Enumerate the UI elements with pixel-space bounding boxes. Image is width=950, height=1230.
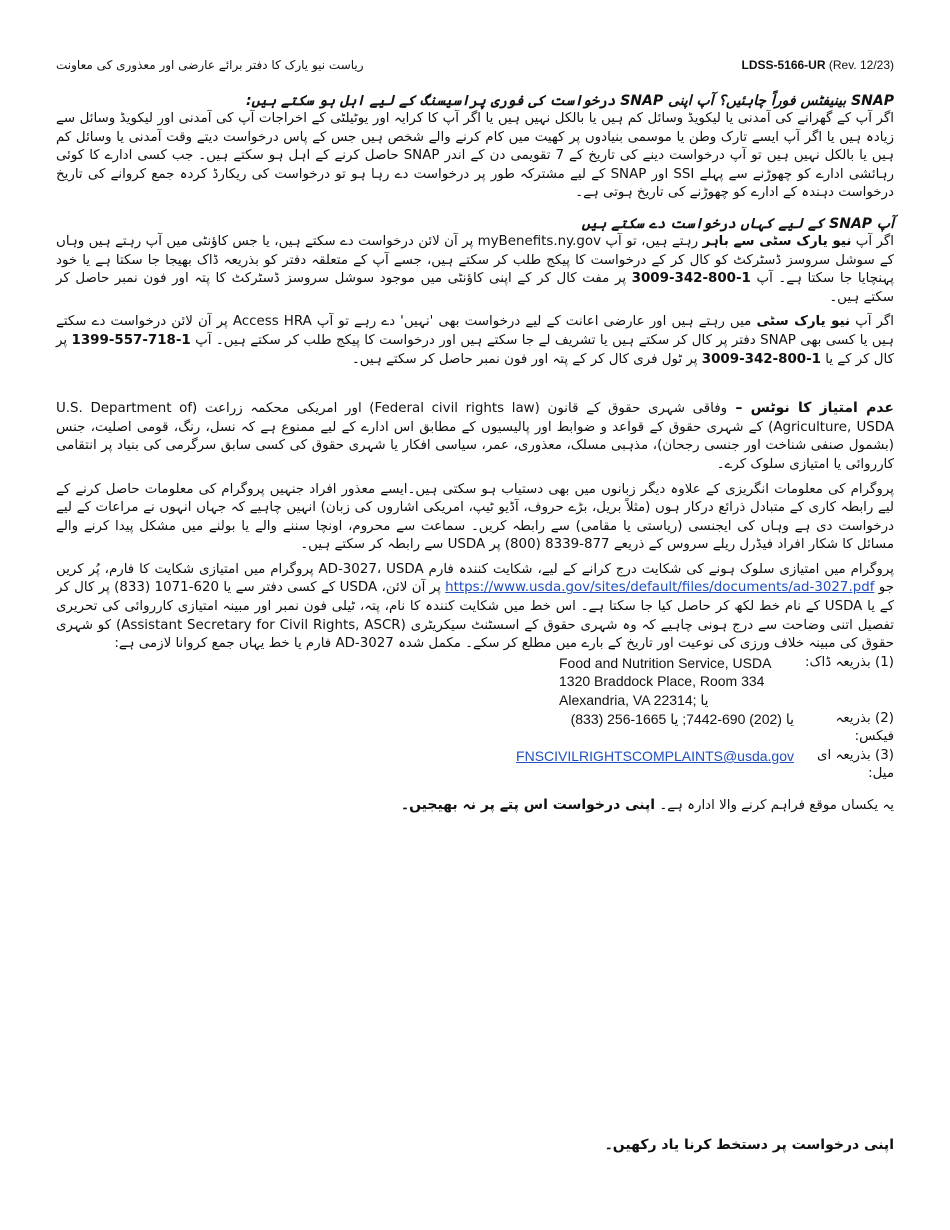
ad-3027-link[interactable]: https://www.usda.gov/sites/default/files/documents/ad-3027.pdf bbox=[445, 580, 875, 596]
mail-line-3: Alexandria, VA 22314; یا bbox=[559, 692, 709, 709]
nondiscrimination-p2: پروگرام کی معلومات انگریزی کے علاوہ دیگر زبانوں میں بھی دستیاب ہو سکتی ہیں۔ایسے معذور افراد جنہیں پروگرام کی معلومات حاصل کرنے کے لیے رابطہ کاری کے متبادل ذرائع درکار ہوں (مثلاً بریل، بڑے حروف، آڈیو ٹیپ، امریکی اشاروں کی زبان) انہیں چاہیے کہ جہاں انہوں نے مراعات کے لیے درخواست دی ہے وہاں کی ایجنسی (ریاستی یا مقامی) سے رابطہ کریں۔ سماعت سے محروم، اونچا سننے والے یا بولنے میں مشکل پیدا کرنے والے مسائل کا شکار افراد فیڈرل ریلے سروس کے ذریعے 877-8339 (800) پر USDA سے رابطہ کر سکتے ہیں۔ bbox=[56, 481, 894, 553]
mail-label: (1) بذریعہ ڈاک: bbox=[805, 654, 894, 670]
where-apply-section bbox=[56, 215, 894, 369]
agency-name: ریاست نیو یارک کا دفتر برائے عارضی اور معذوری کی معاونت bbox=[56, 58, 364, 72]
where-apply-outside-nyc: اگر آپ نیو یارک سٹی سے باہر رہتے ہیں، تو آپ myBenefits.ny.gov پر آن لائن درخواست دے سکتے ہیں، یا جس کاؤنٹی میں آپ رہتے ہیں وہاں کے سوشل سروسز ڈسٹرکٹ کو کال کر کے درخواست کا پیکج طلب کر سکتے ہیں، جسے آپ کے متعلقہ دفتر کو بذریعہ ڈاک بھیجا جا سکتا ہے یا خود پہنچایا جا سکتا ہے۔ آپ 1-800-342-3009 پر مفت کال کر کے اپنی کاؤنٹی میں موجود سوشل سروسز ڈسٹرکٹ کا پتہ اور فون نمبر حاصل کر سکتے ہیں۔ bbox=[56, 233, 894, 305]
sign-reminder: اپنی درخواست پر دستخط کرنا یاد رکھیں۔ bbox=[604, 1137, 894, 1153]
snap-expedited-section bbox=[56, 92, 894, 203]
nondiscrimination-title: عدم امتیاز کا نوٹس – bbox=[727, 400, 894, 417]
fax-label: (2) بذریعہ فیکس: bbox=[835, 710, 894, 745]
email-label: (3) بذریعہ ای میل: bbox=[817, 747, 894, 782]
equal-opportunity-text: یہ یکساں موقع فراہم کرنے والا ادارہ ہے۔ bbox=[655, 798, 894, 813]
fax-value: (833) 256-1665 یا (202) 690-7442; یا bbox=[570, 710, 794, 727]
closing-line bbox=[56, 796, 894, 816]
where-apply-heading: آپ SNAP کے لیے کہاں درخواست دے سکتے ہیں bbox=[581, 215, 894, 232]
nondiscrimination-p1: عدم امتیاز کا نوٹس – وفاقی شہری حقوق کے قانون (Federal civil rights law) اور امریکی محکمہ زراعت (U.S. Department of Agriculture, USDA) کے شہری حقوق کے قواعد و ضوابط اور پالیسیوں کے مطابق اس ادارے کے لیے ممنوع ہے کہ نسل، رنگ، قومی اصلیت، جنس (بشمول صنفی شناخت اور جنسی رجحان)، مذہبی مسلک، معذوری، عمر، سیاسی افکار یا شہری حقوق کی کسی سابق سرگرمی کی بنیاد پر انتقامی کارروائی یا امتیازی سلوک کرے۔ bbox=[56, 400, 894, 472]
snap-expedited-heading: SNAP بینیفٹس فوراً چاہئیں؟ آپ اپنی SNAP درخواست کی فوری پراسیسنگ کے لیے اہل ہو سکتے ہیں: bbox=[245, 93, 894, 109]
nondiscrimination-p3: پروگرام میں امتیازی سلوک ہونے کی شکایت درج کرانے کے لیے، شکایت کنندہ فارم AD-3027، USDA پروگرام میں امتیازی شکایت کا فارم، پُر کریں جو https://www.usda.gov/sites/default/files/documents/ad-3027.pdf پر آن لائن، USDA کے کسی دفتر سے یا 620-1071 (833) پر کال کر کے یا USDA کے نام خط لکھ کر حاصل کیا جا سکتا ہے۔ اس خط میں شکایت کنندہ کا نام، پتہ، ٹیلی فون نمبر اور مبینہ امتیازی کارروائی کی تحریری تفصیل اتنی وضاحت سے درج ہونی چاہیے کہ وہ شہری حقوق کے اسسٹنٹ سیکریٹری (Assistant Secretary for Civil Rights, ASCR) کو شہری حقوق کی مبینہ خلاف ورزی کی نوعیت اور تاریخ کے بارے میں مطلع کر سکے۔ مکمل شدہ AD-3027 فارم یا خط یہاں جمع کروانا لازمی ہے: bbox=[56, 561, 894, 652]
mail-line-1: Food and Nutrition Service, USDA bbox=[559, 654, 772, 671]
where-apply-nyc: اگر آپ نیو یارک سٹی میں رہتے ہیں اور عارضی اعانت کے لیے درخواست بھی 'نہیں' دے رہے تو آپ Access HRA پر آن لائن درخواست دے سکتے ہیں یا کسی بھی SNAP دفتر پر کال کر سکتے ہیں یا تشریف لے جا سکتے ہیں اور درخواست کا پیکج طلب کر سکتے ہیں۔ آپ 1-718-557-1399 پر کال کر کے یا 1-800-342-3009 پر ٹول فری کال کر کے پتہ اور فون نمبر حاصل کر سکتے ہیں۔ bbox=[56, 314, 895, 367]
snap-expedited-body: اگر آپ کے گھرانے کی آمدنی یا لیکویڈ وسائل کم ہیں یا بالکل نہیں ہیں یا اگر آپ کا کرایہ اور یوٹیلٹی کے اخراجات آپ کی آمدنی اور لیکویڈ وسائل سے زیادہ ہیں یا اگر آپ ایسے تارک وطن یا موسمی بنیادوں پر کھیت میں کام کرنے والے شخص ہیں جس کے پاس درخواست دیتے وقت آمدنی یا وسائل کم ہیں یا بالکل نہیں ہیں تو آپ درخواست دینے کی تاریخ کے 7 تقویمی دن کے اندر SNAP حاصل کرنے کے اہل ہو سکتے ہیں۔ جب کسی ادارے کا کوئی رہائشی ادارے کو چھوڑنے سے پہلے SSI اور SNAP کے لیے مشترکہ طور پر درخواست دے رہا ہو تو درخواست کی ریکارڈ کردہ جمع کروانے کی تاریخ درخواست دہندہ کے ادارے کو چھوڑنے کی تاریخ ہوتی ہے۔ bbox=[56, 111, 895, 201]
complaint-address-block bbox=[56, 654, 894, 784]
mail-line-2: 1320 Braddock Place, Room 334 bbox=[559, 673, 765, 690]
nondiscrimination-section bbox=[56, 399, 894, 654]
form-number: LDSS-5166-UR bbox=[741, 58, 826, 72]
do-not-send-text: اپنی درخواست اس پتے پر نہ بھیجیں۔ bbox=[400, 797, 656, 813]
email-link[interactable]: FNSCIVILRIGHTSCOMPLAINTS@usda.gov bbox=[516, 747, 794, 764]
form-revision: (Rev. 12/23) bbox=[828, 58, 894, 72]
form-id bbox=[741, 58, 894, 72]
